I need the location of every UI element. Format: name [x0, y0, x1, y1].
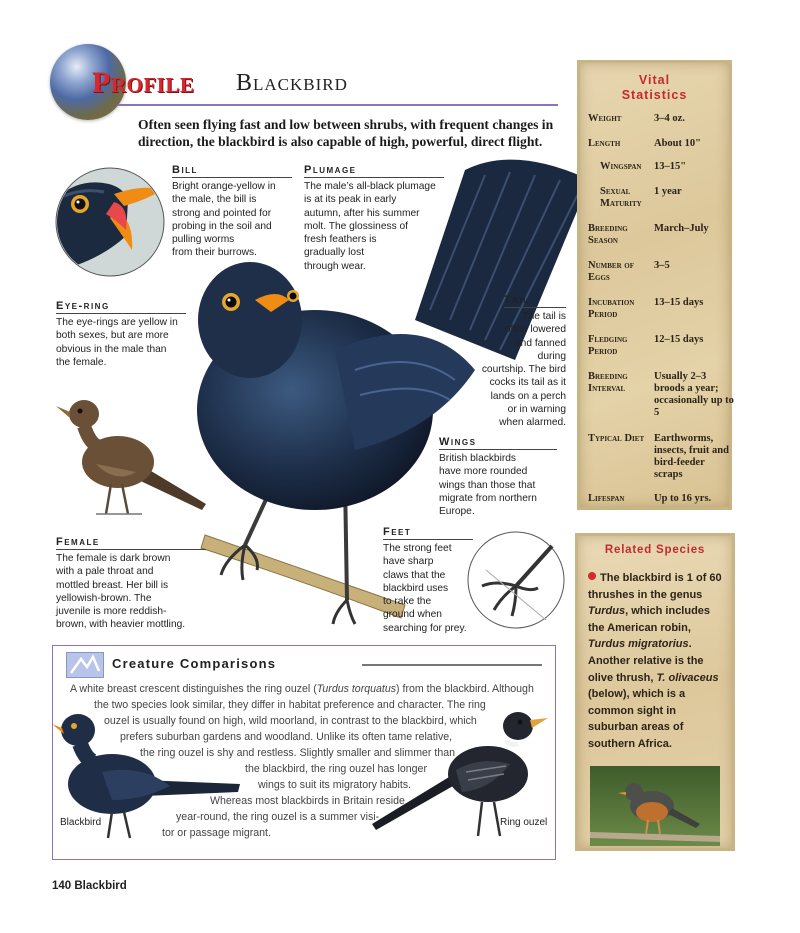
related-species-panel — [575, 533, 735, 851]
comparison-line: the blackbird, the ring ouzel has longer — [245, 763, 427, 775]
comparison-line: prefers suburban gardens and woodland. Unlike its often tame relative, — [120, 731, 453, 743]
comparisons-divider — [362, 664, 542, 666]
bill-heading: Bill — [172, 164, 292, 178]
comparison-line: Whereas most blackbirds in Britain reside — [210, 795, 405, 807]
profile-label: Profile — [92, 66, 195, 99]
female-note — [56, 536, 206, 632]
vital-statistics-panel: Vital Statistics Weight 3–4 oz. Length About 10" Wingspan 13–15" Sexual Maturity 1 year Breeding Season March–July Number of Eggs 3–5 Incubation Period 13–15 days Fledging Period 12–15 days Breeding Interval Usually 2–3 broods a year; occasionally up to 5 Typical Diet Earthworms, insects, fruit and bird-feeder scraps Lifespan Up to 16 yrs. — [577, 60, 732, 510]
related-species-text: The blackbird is 1 of 60 thrushes in the genus Turdus, which includes the American robin, Turdus migratorius. Another relative is the olive thrush, T. olivaceus (below), which is a common sight in suburban areas of southern Africa. — [588, 572, 722, 750]
female-blackbird-illustration — [56, 392, 210, 522]
wings-text: British blackbirds have more rounded wings than those that migrate from northern Europe. — [439, 453, 537, 518]
plumage-heading: Plumage — [304, 164, 444, 178]
page-title: Blackbird — [236, 70, 348, 96]
eyering-heading: Eye-ring — [56, 300, 186, 314]
comparison-line: ouzel is usually found on high, wild moorland, in contrast to the blackbird, which — [104, 715, 477, 727]
bullet-icon — [588, 572, 596, 580]
creature-comparisons-title: Creature Comparisons — [112, 656, 277, 671]
bill-text: Bright orange-yellow in the male, the bill is strong and pointed for probing in the soil and pulling worms from their burrows. — [172, 181, 276, 259]
feet-heading: Feet — [383, 526, 473, 540]
olive-thrush-photo — [590, 766, 720, 846]
blackbird-caption: Blackbird — [60, 817, 102, 828]
intro-paragraph: Often seen flying fast and low between shrubs, with frequent changes in direction, the blackbird is also capable of high, powerful, direct flight. — [138, 117, 554, 149]
female-heading: Female — [56, 536, 206, 550]
ring-ouzel-caption: Ring ouzel — [500, 817, 548, 828]
wings-heading: Wings — [439, 436, 557, 450]
comparison-emblem-icon — [66, 652, 104, 678]
feet-closeup-illustration — [466, 530, 566, 630]
tail-note — [466, 290, 566, 430]
bill-closeup-illustration — [54, 166, 166, 278]
wings-note — [439, 436, 557, 518]
page-footer: 140 Blackbird — [52, 880, 127, 892]
tail-text: The tail is often lowered and fanned during courtship. The bird cocks its tail as it lands on a perch or in warning when alarmed. — [481, 311, 566, 429]
title-divider — [118, 104, 558, 106]
comparison-line: wings to suit its migratory habits. — [258, 779, 412, 791]
eyering-note — [56, 300, 186, 369]
eyering-text: The eye-rings are yellow in both sexes, but are more obvious in the male than the female. — [56, 317, 178, 368]
vital-statistics-title: Vital Statistics — [621, 73, 688, 102]
comparison-line: A white breast crescent distinguishes the ring ouzel (Turdus torquatus) from the blackbird. Although — [70, 683, 534, 695]
feet-text: The strong feet have sharp claws that the blackbird uses to rake the ground when searching for prey. — [383, 543, 467, 634]
comparison-line: the two species look similar, they differ in habitat preference and character. The ring — [94, 699, 486, 711]
female-text: The female is dark brown with a pale throat and mottled breast. Her bill is yellowish-brown. The juvenile is more reddish- brown, with heavier mottling. — [56, 553, 186, 631]
comparison-line: year-round, the ring ouzel is a summer visi- — [176, 811, 380, 823]
tail-heading: Tail — [504, 294, 566, 308]
feet-note — [383, 526, 473, 635]
related-species-title: Related Species — [604, 544, 706, 556]
comparison-line: the ring ouzel is shy and restless. Slightly smaller and slimmer than — [140, 747, 456, 759]
plumage-text: The male’s all-black plumage is at its peak in early autumn, after his summer molt. The glossiness of fresh feathers is gradually lost through wear. — [304, 181, 436, 272]
comparison-line: tor or passage migrant. — [162, 827, 271, 839]
